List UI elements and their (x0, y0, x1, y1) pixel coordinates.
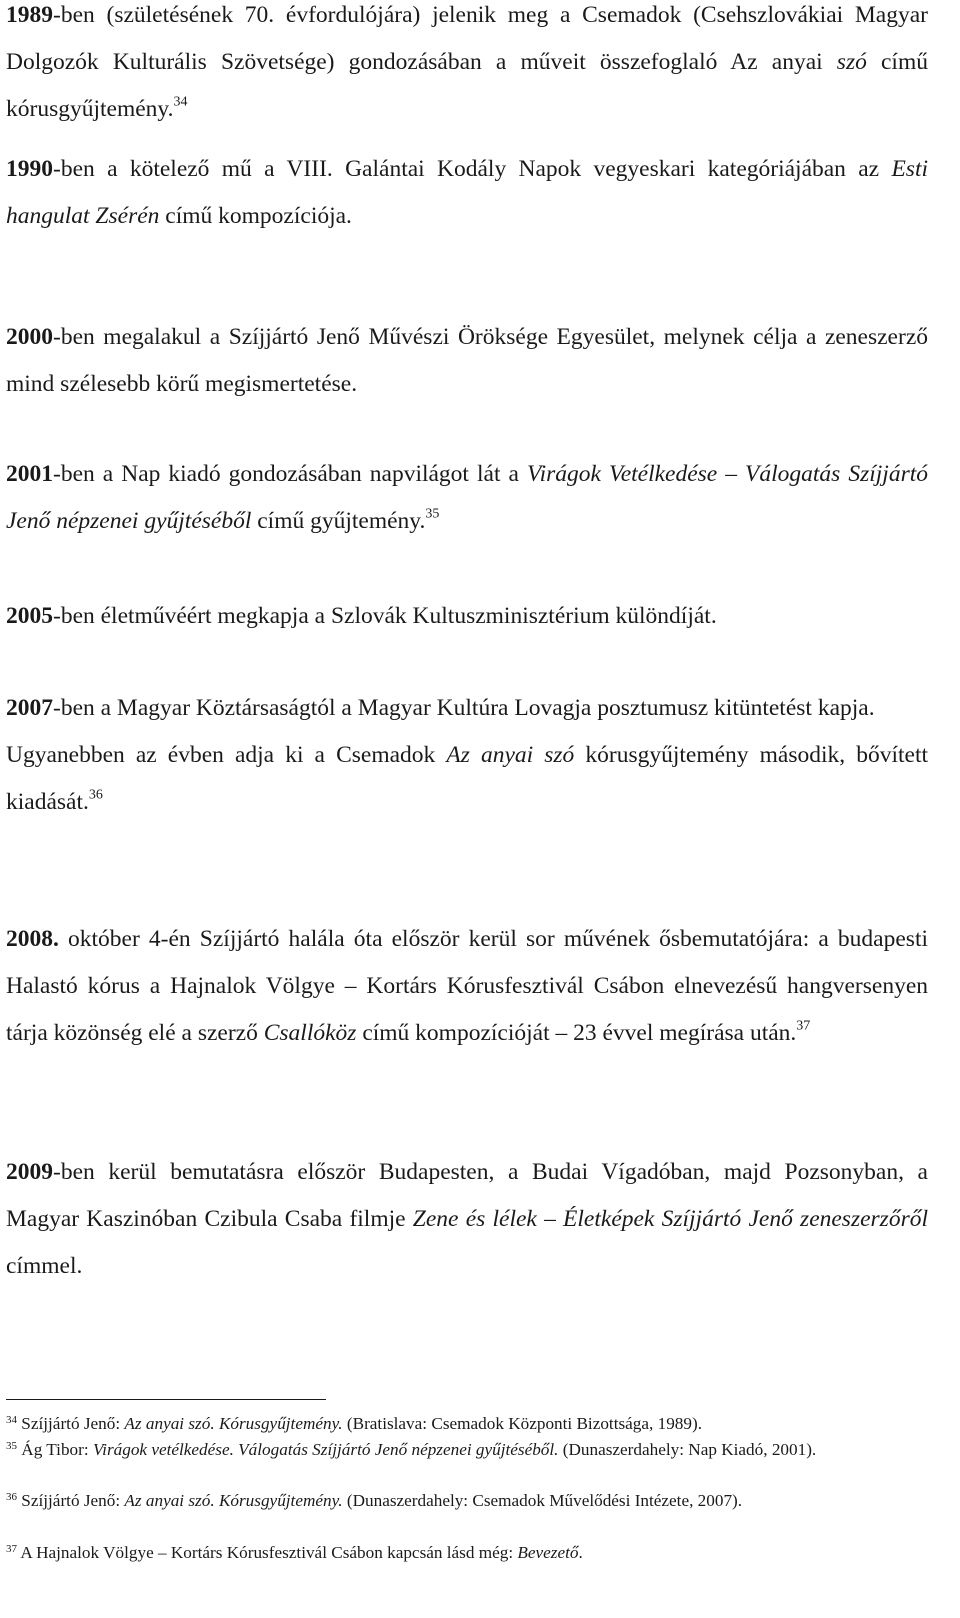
footnote-author: Szíjjártó Jenő: (21, 1414, 125, 1433)
paragraph-text: című gyűjtemény. (251, 508, 426, 534)
footnote-number: 34 (6, 1413, 17, 1426)
paragraph-text: -ben életművéért megkapja a Szlovák Kultuszminisztérium különdíját. (53, 603, 717, 629)
year-label: 2009 (6, 1159, 53, 1185)
footnote-text: (Bratislava: Csemadok Központi Bizottsága, 1989). (342, 1414, 703, 1433)
footnote-text: . (578, 1543, 583, 1562)
paragraph-2001 (6, 451, 928, 545)
paragraph-1990 (6, 146, 928, 240)
paragraph-2008 (6, 916, 928, 1057)
paragraph-text: című kórusgyűjtemény. (6, 49, 928, 122)
paragraph-text: kórusgyűjtemény második, bővített kiadását. (6, 742, 928, 815)
footnote-text: (Dunaszerdahely: Csemadok Művelődési Intézete, 2007). (342, 1491, 743, 1510)
year-label: 2008. (6, 926, 59, 952)
paragraph-text: -ben a Nap kiadó gondozásában napvilágot lát a (53, 461, 527, 487)
italic-title: Zene és lélek – Életképek Szíjjártó Jenő zeneszerzőről (412, 1206, 928, 1232)
paragraph-text: -ben a Magyar Köztársaságtól a Magyar Kultúra Lovagja posztumusz kitüntetést kapja. (53, 695, 875, 721)
footnote-author: A Hajnalok Völgye – Kortárs Kórusfesztivál Csábon kapcsán lásd még: (20, 1543, 518, 1562)
footnote-ref[interactable]: 36 (88, 787, 103, 803)
year-label: 1990 (6, 156, 53, 182)
paragraph-text: -ben (születésének 70. évfordulójára) jelenik meg a Csemadok (Csehszlovákiai Magyar Dolgozók Kulturális Szövetsége) gondozásában a műveit összefoglaló Az anyai (6, 2, 928, 75)
paragraph-text: október 4-én Szíjjártó halála óta először kerül sor művének ősbemutatójára: a budapesti Halastó kórus a Hajnalok Völgye – Kortárs Kórusfesztivál Csábon elnevezésű hangversenyen tárja közönség elé a szerző (6, 926, 928, 1046)
italic-title: szó (836, 49, 867, 75)
paragraph-1989 (6, 0, 928, 133)
paragraph-text: -ben a kötelező mű a VIII. Galántai Kodály Napok vegyeskari kategóriájában az (53, 156, 892, 182)
paragraph-2009 (6, 1149, 928, 1290)
footnote-author: Ág Tibor: (21, 1440, 93, 1459)
footnote-number: 36 (6, 1490, 17, 1503)
footnote-34 (6, 1411, 928, 1436)
footnote-ref[interactable]: 37 (796, 1018, 811, 1034)
footnote-37 (6, 1540, 928, 1565)
footnote-35 (6, 1437, 928, 1462)
year-label: 2000 (6, 324, 53, 350)
year-label: 2005 (6, 603, 53, 629)
footnote-title: Az anyai szó. Kórusgyűjtemény. (124, 1414, 343, 1433)
footnote-text: (Dunaszerdahely: Nap Kiadó, 2001). (558, 1440, 817, 1459)
paragraph-2000 (6, 314, 928, 408)
year-label: 1989 (6, 2, 53, 28)
paragraph-2005 (6, 593, 928, 640)
italic-title: Esti hangulat Zsérén (6, 156, 928, 229)
paragraph-text: -ben kerül bemutatásra először Budapesten, a Budai Vígadóban, majd Pozsonyban, a Magyar Kaszinóban Czibula Csaba filmje (6, 1159, 928, 1232)
italic-title: Virágok Vetélkedése – Válogatás Szíjjártó Jenő népzenei gyűjtéséből (6, 461, 929, 534)
footnote-36 (6, 1488, 928, 1513)
year-label: 2001 (6, 461, 53, 487)
footnote-title: Az anyai szó. Kórusgyűjtemény. (124, 1491, 343, 1510)
italic-title: Az anyai szó (446, 742, 575, 768)
footnote-title: Bevezető (517, 1543, 579, 1562)
footnote-number: 35 (6, 1439, 17, 1452)
footnote-author: Szíjjártó Jenő: (21, 1491, 125, 1510)
paragraph-text: címmel. (6, 1253, 83, 1279)
paragraph-text: című kompozíciója. (159, 203, 352, 229)
paragraph-2007 (6, 685, 928, 826)
footnote-separator (6, 1399, 326, 1400)
paragraph-text: Ugyanebben az évben adja ki a Csemadok (6, 742, 447, 768)
paragraph-text: -ben megalakul a Szíjjártó Jenő Művészi Öröksége Egyesület, melynek célja a zeneszerző mind szélesebb körű megismertetése. (6, 324, 928, 397)
footnote-title: Virágok vetélkedése. Válogatás Szíjjártó Jenő népzenei gyűjtéséből. (92, 1440, 559, 1459)
footnote-ref[interactable]: 35 (425, 506, 440, 522)
year-label: 2007 (6, 695, 53, 721)
italic-title: Csallóköz (263, 1020, 357, 1046)
paragraph-text: című kompozícióját – 23 évvel megírása után. (356, 1020, 797, 1046)
footnote-number: 37 (6, 1542, 17, 1555)
footnote-ref[interactable]: 34 (173, 94, 188, 110)
